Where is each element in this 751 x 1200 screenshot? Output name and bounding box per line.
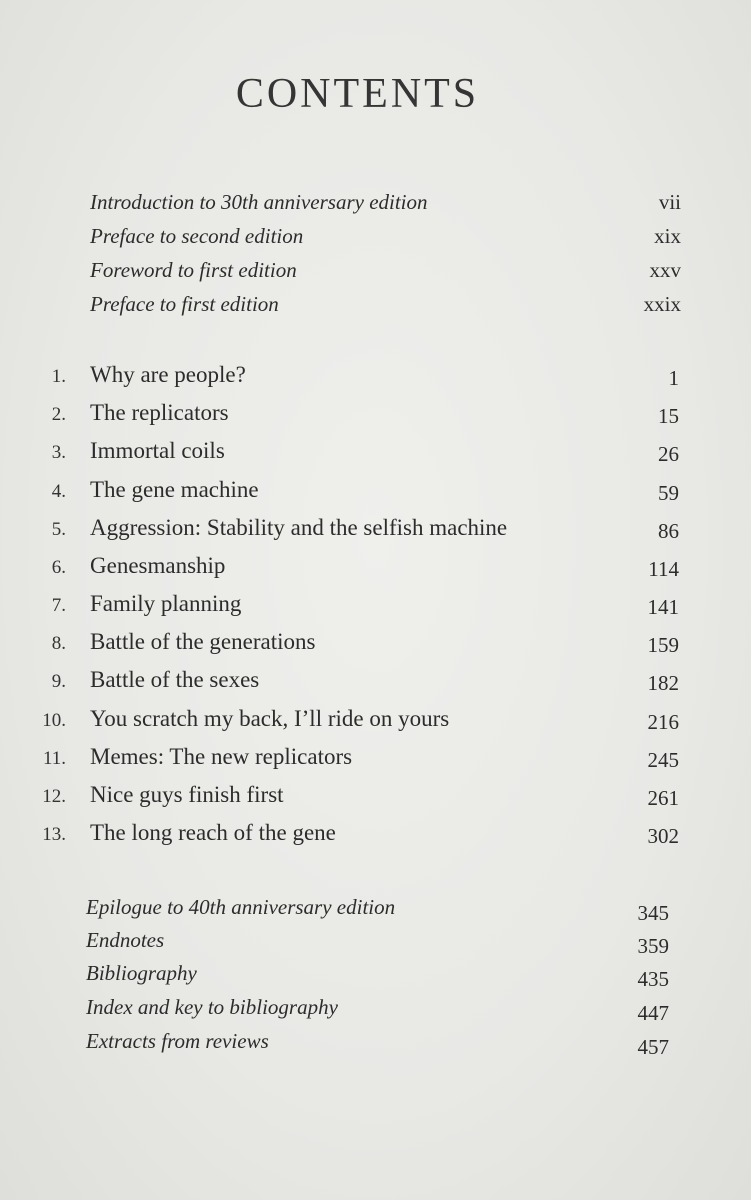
chapter-title: Aggression: Stability and the selfish machine	[90, 515, 508, 540]
chapter-number: 10.	[42, 710, 66, 731]
chapter-number: 9.	[51, 671, 66, 692]
toc-entry-page: xix	[654, 224, 681, 248]
chapter-number: 12.	[42, 786, 66, 807]
chapter-entry	[0, 398, 751, 430]
chapter-title: Immortal coils	[90, 438, 225, 463]
toc-entry	[0, 993, 751, 1025]
toc-entry	[0, 1027, 751, 1059]
chapter-title: Why are people?	[90, 362, 246, 387]
toc-entry-page: 447	[637, 1001, 669, 1025]
chapter-title: Family planning	[90, 591, 242, 616]
chapter-page: 261	[647, 786, 679, 810]
toc-entry-label: Endnotes	[86, 928, 165, 952]
chapter-page: 245	[647, 748, 679, 772]
chapter-number: 3.	[51, 442, 66, 463]
chapter-title: Genesmanship	[90, 553, 226, 578]
chapter-entry	[0, 627, 751, 659]
chapter-number: 4.	[51, 481, 66, 502]
chapter-title: Battle of the sexes	[90, 667, 260, 692]
chapter-page: 15	[658, 404, 679, 428]
chapter-page: 302	[647, 824, 679, 848]
toc-entry	[0, 222, 751, 254]
chapter-entry	[0, 742, 751, 774]
toc-entry-page: 345	[637, 901, 669, 925]
chapter-page: 159	[647, 633, 679, 657]
toc-entry	[0, 290, 751, 322]
toc-entry-page: 359	[637, 934, 669, 958]
toc-entry	[0, 926, 751, 958]
toc-entry-label: Foreword to first edition	[90, 258, 297, 282]
toc-entry-label: Preface to first edition	[90, 292, 279, 316]
chapter-entry	[0, 818, 751, 850]
chapter-number: 13.	[42, 824, 66, 845]
toc-entry	[0, 893, 751, 925]
toc-entry	[0, 256, 751, 288]
chapter-number: 7.	[51, 595, 66, 616]
chapter-entry	[0, 475, 751, 507]
chapter-page: 114	[648, 557, 679, 581]
chapter-entry	[0, 551, 751, 583]
toc-entry-label: Bibliography	[86, 961, 197, 985]
toc-entry-page: 435	[637, 967, 669, 991]
toc-entry-label: Epilogue to 40th anniversary edition	[86, 895, 396, 919]
chapter-number: 8.	[51, 633, 66, 654]
chapter-entry	[0, 780, 751, 812]
chapter-entry	[0, 589, 751, 621]
chapter-title: Nice guys finish first	[90, 782, 284, 807]
page-title: CONTENTS	[235, 71, 480, 117]
toc-entry-page: vii	[658, 190, 681, 214]
toc-entry-page: xxv	[649, 258, 681, 282]
toc-entry	[0, 959, 751, 991]
chapter-title: The gene machine	[90, 477, 259, 502]
chapter-page: 59	[658, 481, 679, 505]
chapter-entry	[0, 704, 751, 736]
chapter-page: 182	[647, 671, 679, 695]
chapter-entry	[0, 436, 751, 468]
toc-entry	[0, 188, 751, 220]
toc-entry-label: Index and key to bibliography	[86, 995, 338, 1019]
chapter-title: Battle of the generations	[90, 629, 316, 654]
chapter-entry	[0, 513, 751, 545]
chapter-page: 141	[647, 595, 679, 619]
toc-entry-label: Extracts from reviews	[86, 1029, 269, 1053]
chapter-number: 1.	[51, 366, 66, 387]
chapter-title: The long reach of the gene	[90, 820, 336, 845]
toc-entry-label: Preface to second edition	[90, 224, 304, 248]
toc-entry-page: 457	[637, 1035, 669, 1059]
chapter-number: 2.	[51, 404, 66, 425]
chapter-number: 5.	[51, 519, 66, 540]
chapter-entry	[0, 360, 751, 392]
toc-entry-label: Introduction to 30th anniversary edition	[90, 190, 428, 214]
chapter-title: You scratch my back, I’ll ride on yours	[90, 706, 450, 731]
chapter-entry	[0, 665, 751, 697]
chapter-page: 86	[658, 519, 679, 543]
toc-entry-page: xxix	[643, 292, 681, 316]
chapter-number: 6.	[51, 557, 66, 578]
chapter-title: The replicators	[90, 400, 229, 425]
chapter-page: 26	[658, 442, 679, 466]
chapter-title: Memes: The new replicators	[90, 744, 353, 769]
chapter-page: 1	[668, 366, 679, 390]
chapter-number: 11.	[42, 748, 66, 769]
chapter-page: 216	[647, 710, 679, 734]
